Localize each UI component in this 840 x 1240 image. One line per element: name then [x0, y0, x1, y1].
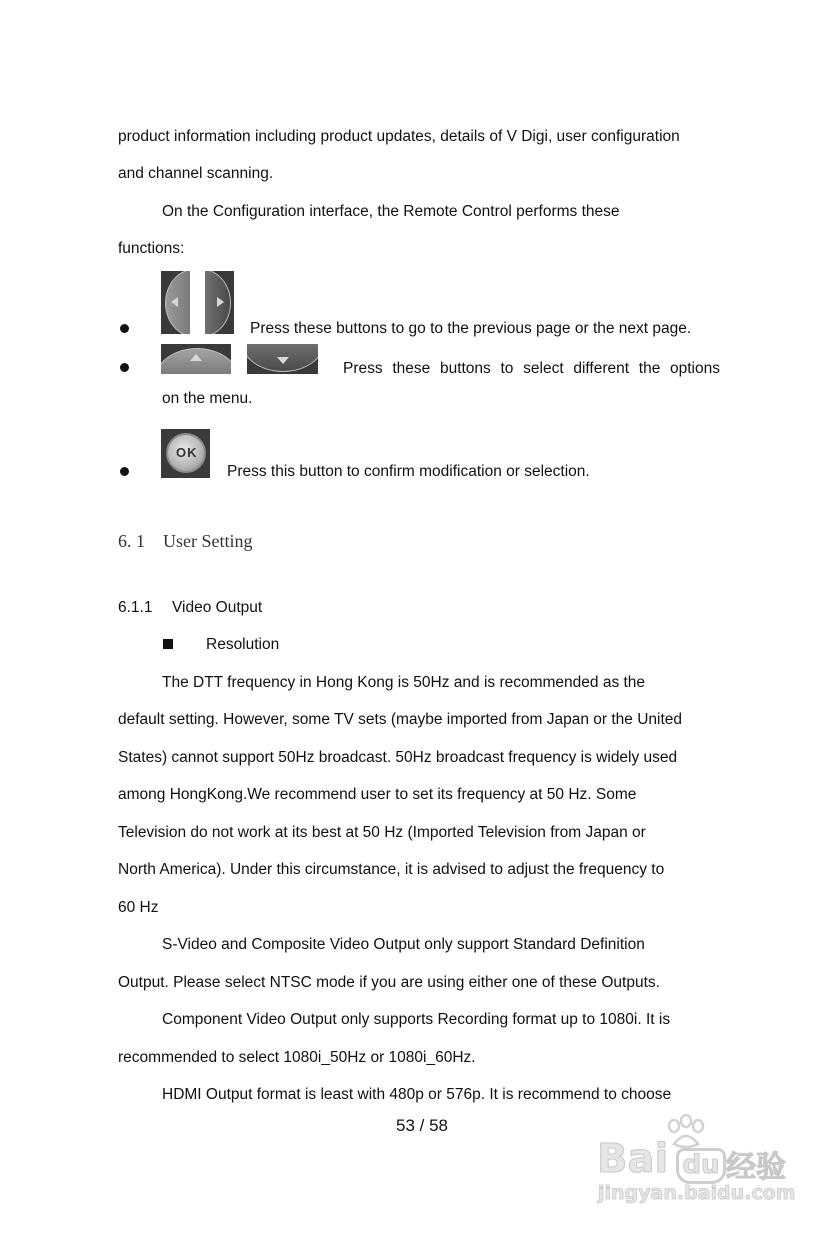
bullet-1-text: Press these buttons to go to the previous page or the next page. — [250, 320, 692, 337]
section-heading: 6. 1 User Setting — [118, 531, 253, 551]
bullet-3-text: Press this button to confirm modification or selection. — [227, 463, 590, 480]
subsection-title: Video Output — [172, 599, 263, 616]
up-arrow-button-icon — [161, 344, 231, 374]
watermark-brand: Bai — [597, 1136, 669, 1182]
config-line-2: functions: — [118, 240, 185, 257]
intro-line-1: product information including product updates, details of V Digi, user configuration — [118, 128, 680, 145]
bullet-dot — [120, 467, 129, 476]
body-line: recommended to select 1080i_50Hz or 1080i_60Hz. — [118, 1049, 476, 1066]
body-line: Output. Please select NTSC mode if you are using either one of these Outputs. — [118, 974, 660, 991]
ok-button-icon — [161, 429, 210, 478]
right-arrow-button-icon — [205, 271, 234, 334]
ok-label: OK — [176, 445, 198, 460]
bullet-dot — [120, 324, 129, 333]
resolution-heading: Resolution — [206, 636, 280, 653]
body-line: HDMI Output format is least with 480p or 576p. It is recommend to choose — [162, 1086, 672, 1103]
watermark-url: jingyan.baidu.com — [598, 1182, 796, 1204]
body-line: North America). Under this circumstance, it is advised to adjust the frequency to — [118, 861, 665, 878]
body-line: among HongKong.We recommend user to set its frequency at 50 Hz. Some — [118, 786, 637, 803]
body-line: The DTT frequency in Hong Kong is 50Hz and is recommended as the — [162, 674, 646, 691]
square-bullet — [163, 639, 173, 649]
watermark-cn: 经验 — [726, 1150, 786, 1185]
bullet-2-text-line-2: on the menu. — [162, 390, 253, 407]
body-line: States) cannot support 50Hz broadcast. 50Hz broadcast frequency is widely used — [118, 749, 678, 766]
subsection-number: 6.1.1 — [118, 599, 153, 616]
body-line: default setting. However, some TV sets (maybe imported from Japan or the United — [118, 711, 683, 728]
body-line: Component Video Output only supports Recording format up to 1080i. It is — [162, 1011, 671, 1028]
body-line: Television do not work at its best at 50 Hz (Imported Television from Japan or — [118, 824, 646, 841]
bullet-dot — [120, 363, 129, 372]
down-arrow-button-icon — [247, 344, 318, 374]
body-line: S-Video and Composite Video Output only support Standard Definition — [162, 936, 645, 953]
page-number: 53 / 58 — [396, 1116, 448, 1135]
watermark-brand-2: du — [676, 1148, 726, 1184]
config-line-1: On the Configuration interface, the Remote Control performs these — [162, 203, 620, 220]
paw-icon — [664, 1114, 710, 1150]
bullet-2-text-line-1: Press these buttons to select different the options — [343, 360, 720, 377]
left-arrow-button-icon — [161, 271, 190, 334]
body-line: 60 Hz — [118, 899, 159, 916]
intro-line-2: and channel scanning. — [118, 165, 274, 182]
